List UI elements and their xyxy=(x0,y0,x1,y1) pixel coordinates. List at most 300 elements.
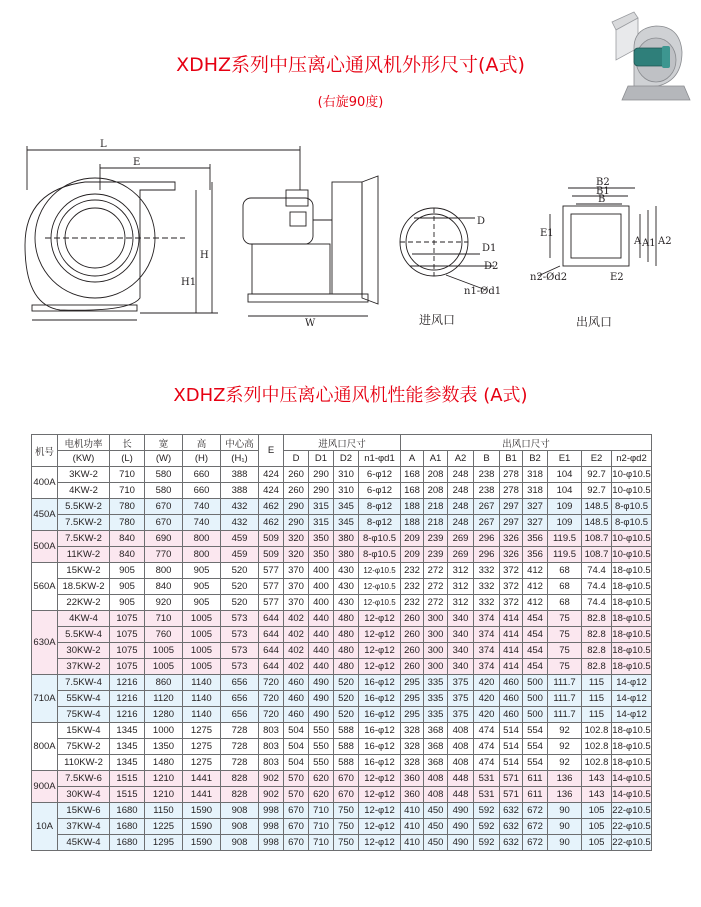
table-cell: 710 xyxy=(110,483,145,499)
table-cell: 1345 xyxy=(110,739,145,755)
table-cell: 905 xyxy=(183,579,221,595)
table-cell: 239 xyxy=(424,531,448,547)
table-cell: 474 xyxy=(474,723,500,739)
table-cell: 296 xyxy=(474,547,500,563)
header-n2: n2-φd2 xyxy=(612,451,652,467)
table-cell: 4KW-2 xyxy=(58,483,110,499)
table-cell: 611 xyxy=(523,771,548,787)
table-cell: 30KW-4 xyxy=(58,787,110,803)
table-cell: 1515 xyxy=(110,787,145,803)
table-cell: 448 xyxy=(448,787,474,803)
header-width-unit: (W) xyxy=(145,451,183,467)
table-cell: 136 xyxy=(548,771,582,787)
table-cell: 108.7 xyxy=(582,531,612,547)
table-cell: 208 xyxy=(424,467,448,483)
table-cell: 803 xyxy=(259,739,284,755)
table-cell: 15KW-2 xyxy=(58,563,110,579)
table-cell: 750 xyxy=(334,803,359,819)
table-cell: 269 xyxy=(448,547,474,563)
table-row xyxy=(32,515,652,531)
table-cell: 208 xyxy=(424,483,448,499)
table-cell: 520 xyxy=(221,579,259,595)
table-cell: 1120 xyxy=(145,691,183,707)
performance-table xyxy=(31,434,652,851)
table-row xyxy=(32,643,652,659)
table-cell: 1140 xyxy=(183,691,221,707)
dimension-drawings xyxy=(0,120,701,350)
table-cell: 380 xyxy=(334,547,359,563)
table-cell: 111.7 xyxy=(548,675,582,691)
table-cell: 412 xyxy=(523,579,548,595)
table-cell: 480 xyxy=(334,659,359,675)
table-cell: 168 xyxy=(401,483,424,499)
table-cell: 92.7 xyxy=(582,483,612,499)
table-cell: 260 xyxy=(284,483,309,499)
table-cell: 111.7 xyxy=(548,691,582,707)
table-cell: 459 xyxy=(221,547,259,563)
table-cell: 318 xyxy=(523,483,548,499)
table-cell: 620 xyxy=(309,787,334,803)
table-cell: 828 xyxy=(221,787,259,803)
table-cell: 22-φ10.5 xyxy=(612,819,652,835)
table-cell: 414 xyxy=(500,611,523,627)
table-cell: 18-φ10.5 xyxy=(612,579,652,595)
table-cell: 119.5 xyxy=(548,547,582,563)
table-cell: 728 xyxy=(221,723,259,739)
table-cell: 504 xyxy=(284,723,309,739)
header-width: 宽 xyxy=(145,435,183,451)
table-cell: 400 xyxy=(309,595,334,611)
table-cell: 290 xyxy=(284,515,309,531)
table-cell: 109 xyxy=(548,499,582,515)
table-cell: 1275 xyxy=(183,723,221,739)
table-cell: 656 xyxy=(221,691,259,707)
table-cell: 272 xyxy=(424,595,448,611)
table-cell: 670 xyxy=(284,819,309,835)
table-cell: 410 xyxy=(401,803,424,819)
table-row xyxy=(32,579,652,595)
page-subtitle: (右旋90度) xyxy=(317,95,384,110)
table-cell: 1590 xyxy=(183,819,221,835)
label-A: A xyxy=(634,236,642,247)
table-cell: 340 xyxy=(448,627,474,643)
table-cell: 800 xyxy=(183,531,221,547)
table-cell: 295 xyxy=(401,707,424,723)
table-cell: 531 xyxy=(474,787,500,803)
table-cell: 320 xyxy=(284,531,309,547)
table-cell: 1216 xyxy=(110,707,145,723)
table-cell: 420 xyxy=(474,691,500,707)
table-cell: 740 xyxy=(183,499,221,515)
table-row xyxy=(32,499,652,515)
table-cell: 577 xyxy=(259,563,284,579)
table-cell: 16-φ12 xyxy=(359,723,401,739)
table-cell: 577 xyxy=(259,595,284,611)
table-cell: 260 xyxy=(401,659,424,675)
table-cell: 8-φ10.5 xyxy=(359,547,401,563)
table-cell: 490 xyxy=(309,675,334,691)
table-cell: 82.8 xyxy=(582,611,612,627)
table-cell: 368 xyxy=(424,723,448,739)
table-cell: 90 xyxy=(548,835,582,851)
table-cell: 1345 xyxy=(110,723,145,739)
label-H: H xyxy=(200,250,209,261)
table-cell: 1441 xyxy=(183,787,221,803)
table-cell: 460 xyxy=(500,691,523,707)
table-cell: 1441 xyxy=(183,771,221,787)
table-cell: 16-φ12 xyxy=(359,739,401,755)
table-cell: 750 xyxy=(334,835,359,851)
table-cell: 408 xyxy=(424,771,448,787)
header-model: 机号 xyxy=(32,435,58,467)
table-cell: 408 xyxy=(424,787,448,803)
table-cell: 12-φ12 xyxy=(359,787,401,803)
table-cell: 278 xyxy=(500,467,523,483)
table-cell: 360 xyxy=(401,771,424,787)
table-cell: 420 xyxy=(474,707,500,723)
table-cell: 1005 xyxy=(145,643,183,659)
table-cell: 209 xyxy=(401,547,424,563)
table-cell: 908 xyxy=(221,835,259,851)
table-row xyxy=(32,771,652,787)
table-row xyxy=(32,707,652,723)
table-cell: 75KW-2 xyxy=(58,739,110,755)
table-cell: 550 xyxy=(309,739,334,755)
table-row xyxy=(32,803,652,819)
table-cell: 12-φ12 xyxy=(359,771,401,787)
table-cell: 232 xyxy=(401,579,424,595)
table-row xyxy=(32,563,652,579)
table-cell: 1005 xyxy=(183,659,221,675)
table-cell: 750 xyxy=(334,819,359,835)
table-cell: 571 xyxy=(500,771,523,787)
table-cell: 670 xyxy=(334,787,359,803)
table-cell: 460 xyxy=(284,691,309,707)
table-cell: 462 xyxy=(259,515,284,531)
table-cell: 1140 xyxy=(183,707,221,723)
table-cell: 15KW-6 xyxy=(58,803,110,819)
table-cell: 430 xyxy=(334,563,359,579)
table-cell: 462 xyxy=(259,499,284,515)
table-cell: 440 xyxy=(309,643,334,659)
table-cell: 356 xyxy=(523,531,548,547)
table-row xyxy=(32,675,652,691)
table-cell: 644 xyxy=(259,627,284,643)
table-cell: 30KW-2 xyxy=(58,643,110,659)
table-cell: 12-φ12 xyxy=(359,643,401,659)
table-cell: 520 xyxy=(221,563,259,579)
table-cell: 345 xyxy=(334,499,359,515)
table-cell: 480 xyxy=(334,611,359,627)
table-cell: 143 xyxy=(582,787,612,803)
table-cell: 148.5 xyxy=(582,499,612,515)
label-D: D xyxy=(477,216,486,227)
table-cell: 1210 xyxy=(145,771,183,787)
table-cell: 239 xyxy=(424,547,448,563)
table-cell: 12-φ10.5 xyxy=(359,579,401,595)
table-row xyxy=(32,547,652,563)
table-cell: 828 xyxy=(221,771,259,787)
table-cell: 8-φ10.5 xyxy=(612,499,652,515)
table-cell: 1216 xyxy=(110,691,145,707)
table-cell: 450 xyxy=(424,835,448,851)
model-cell: 450A xyxy=(32,499,58,531)
table-cell: 580 xyxy=(145,483,183,499)
table-cell: 10-φ10.5 xyxy=(612,531,652,547)
table-cell: 570 xyxy=(284,771,309,787)
table-cell: 402 xyxy=(284,611,309,627)
table-cell: 102.8 xyxy=(582,755,612,771)
table-cell: 350 xyxy=(309,547,334,563)
table-cell: 312 xyxy=(448,563,474,579)
table-row xyxy=(32,755,652,771)
table-cell: 920 xyxy=(145,595,183,611)
label-n2: n2-Ød2 xyxy=(530,272,568,283)
table-cell: 74.4 xyxy=(582,595,612,611)
table-cell: 295 xyxy=(401,691,424,707)
table-cell: 592 xyxy=(474,819,500,835)
table-cell: 1590 xyxy=(183,835,221,851)
table-cell: 490 xyxy=(448,819,474,835)
table-cell: 104 xyxy=(548,483,582,499)
table-cell: 474 xyxy=(474,739,500,755)
table-cell: 335 xyxy=(424,707,448,723)
table-cell: 74.4 xyxy=(582,579,612,595)
header-length-unit: (L) xyxy=(110,451,145,467)
table-cell: 14-φ10.5 xyxy=(612,787,652,803)
table-cell: 22KW-2 xyxy=(58,595,110,611)
table-cell: 238 xyxy=(474,467,500,483)
table-cell: 803 xyxy=(259,723,284,739)
table-cell: 672 xyxy=(523,819,548,835)
table-cell: 356 xyxy=(523,547,548,563)
table-cell: 272 xyxy=(424,563,448,579)
label-D2: D2 xyxy=(484,261,499,272)
table-cell: 531 xyxy=(474,771,500,787)
table-cell: 905 xyxy=(183,563,221,579)
table-cell: 402 xyxy=(284,627,309,643)
table-cell: 720 xyxy=(259,675,284,691)
table-cell: 554 xyxy=(523,755,548,771)
table-cell: 8-φ10.5 xyxy=(612,515,652,531)
table-cell: 4KW-4 xyxy=(58,611,110,627)
table-cell: 312 xyxy=(448,579,474,595)
table-cell: 318 xyxy=(523,467,548,483)
table-cell: 1140 xyxy=(183,675,221,691)
table-cell: 11KW-2 xyxy=(58,547,110,563)
table-cell: 188 xyxy=(401,499,424,515)
inlet-caption: 进风口 xyxy=(419,313,456,327)
table-cell: 432 xyxy=(221,515,259,531)
table-cell: 460 xyxy=(284,707,309,723)
table-cell: 571 xyxy=(500,787,523,803)
table-cell: 509 xyxy=(259,547,284,563)
table-cell: 82.8 xyxy=(582,643,612,659)
table-cell: 611 xyxy=(523,787,548,803)
table-cell: 115 xyxy=(582,691,612,707)
table-cell: 710 xyxy=(309,803,334,819)
table-cell: 168 xyxy=(401,467,424,483)
table-cell: 998 xyxy=(259,803,284,819)
table-cell: 300 xyxy=(424,643,448,659)
table-cell: 218 xyxy=(424,515,448,531)
table-cell: 372 xyxy=(500,563,523,579)
table-row xyxy=(32,531,652,547)
table-cell: 998 xyxy=(259,819,284,835)
table-cell: 104 xyxy=(548,467,582,483)
table-cell: 45KW-4 xyxy=(58,835,110,851)
table-cell: 520 xyxy=(334,707,359,723)
table-cell: 14-φ10.5 xyxy=(612,771,652,787)
table-cell: 450 xyxy=(424,819,448,835)
table-cell: 10-φ10.5 xyxy=(612,547,652,563)
table-cell: 374 xyxy=(474,611,500,627)
table-cell: 12-φ10.5 xyxy=(359,595,401,611)
table-cell: 490 xyxy=(309,707,334,723)
header-n1: n1-φd1 xyxy=(359,451,401,467)
table-cell: 327 xyxy=(523,499,548,515)
header-a2: A2 xyxy=(448,451,474,467)
table-cell: 105 xyxy=(582,835,612,851)
table-cell: 278 xyxy=(500,483,523,499)
header-power: 电机功率 xyxy=(58,435,110,451)
table-cell: 460 xyxy=(500,675,523,691)
table-cell: 388 xyxy=(221,467,259,483)
table-cell: 902 xyxy=(259,771,284,787)
table-cell: 92 xyxy=(548,723,582,739)
table-cell: 509 xyxy=(259,531,284,547)
model-cell: 630A xyxy=(32,611,58,675)
table-cell: 37KW-4 xyxy=(58,819,110,835)
table-cell: 248 xyxy=(448,483,474,499)
table-cell: 414 xyxy=(500,643,523,659)
table-cell: 1480 xyxy=(145,755,183,771)
table-cell: 296 xyxy=(474,531,500,547)
table-row xyxy=(32,691,652,707)
table-cell: 710 xyxy=(110,467,145,483)
table-cell: 1680 xyxy=(110,803,145,819)
table-cell: 297 xyxy=(500,515,523,531)
table-cell: 300 xyxy=(424,627,448,643)
table-cell: 300 xyxy=(424,659,448,675)
table-cell: 424 xyxy=(259,467,284,483)
table-cell: 459 xyxy=(221,531,259,547)
table-cell: 656 xyxy=(221,707,259,723)
table-cell: 588 xyxy=(334,755,359,771)
header-b: B xyxy=(474,451,500,467)
table-cell: 454 xyxy=(523,627,548,643)
table-cell: 16-φ12 xyxy=(359,707,401,723)
table-cell: 90 xyxy=(548,819,582,835)
table-cell: 75 xyxy=(548,627,582,643)
table-cell: 105 xyxy=(582,803,612,819)
table-body xyxy=(32,467,652,851)
table-cell: 92.7 xyxy=(582,467,612,483)
table-cell: 448 xyxy=(448,771,474,787)
table-cell: 232 xyxy=(401,595,424,611)
table-cell: 37KW-2 xyxy=(58,659,110,675)
table-cell: 520 xyxy=(334,675,359,691)
table-cell: 188 xyxy=(401,515,424,531)
table-cell: 6-φ12 xyxy=(359,467,401,483)
table-row xyxy=(32,787,652,803)
table-cell: 410 xyxy=(401,835,424,851)
table-cell: 248 xyxy=(448,499,474,515)
table-cell: 18-φ10.5 xyxy=(612,627,652,643)
table-row xyxy=(32,819,652,835)
table-cell: 12-φ12 xyxy=(359,819,401,835)
table-cell: 454 xyxy=(523,659,548,675)
table-cell: 109 xyxy=(548,515,582,531)
table-cell: 297 xyxy=(500,499,523,515)
table-cell: 16-φ12 xyxy=(359,755,401,771)
table-cell: 14-φ12 xyxy=(612,675,652,691)
table-cell: 728 xyxy=(221,755,259,771)
table-cell: 1345 xyxy=(110,755,145,771)
table-cell: 5.5KW-4 xyxy=(58,627,110,643)
table-cell: 905 xyxy=(183,595,221,611)
label-B1: B1 xyxy=(596,186,610,197)
table-cell: 554 xyxy=(523,739,548,755)
table-cell: 660 xyxy=(183,483,221,499)
model-cell: 10A xyxy=(32,803,58,851)
table-cell: 18-φ10.5 xyxy=(612,755,652,771)
table-cell: 92 xyxy=(548,755,582,771)
header-power-unit: (KW) xyxy=(58,451,110,467)
table-cell: 454 xyxy=(523,643,548,659)
table-cell: 550 xyxy=(309,755,334,771)
table-cell: 490 xyxy=(448,803,474,819)
table-cell: 18.5KW-2 xyxy=(58,579,110,595)
table-cell: 92 xyxy=(548,739,582,755)
table-cell: 672 xyxy=(523,803,548,819)
table-cell: 998 xyxy=(259,835,284,851)
table-cell: 800 xyxy=(183,547,221,563)
table-row xyxy=(32,739,652,755)
table-cell: 375 xyxy=(448,675,474,691)
table-cell: 326 xyxy=(500,531,523,547)
label-D1: D1 xyxy=(482,243,497,254)
model-cell: 710A xyxy=(32,675,58,723)
table-cell: 75 xyxy=(548,659,582,675)
label-E1: E1 xyxy=(540,228,554,239)
table-cell: 592 xyxy=(474,835,500,851)
table-cell: 620 xyxy=(309,771,334,787)
table-cell: 327 xyxy=(523,515,548,531)
table-row xyxy=(32,611,652,627)
table-cell: 75KW-4 xyxy=(58,707,110,723)
table-cell: 248 xyxy=(448,467,474,483)
table-cell: 209 xyxy=(401,531,424,547)
table-cell: 6-φ12 xyxy=(359,483,401,499)
table-cell: 1150 xyxy=(145,803,183,819)
table-cell: 12-φ12 xyxy=(359,611,401,627)
table-cell: 7.5KW-2 xyxy=(58,515,110,531)
table-cell: 504 xyxy=(284,739,309,755)
table-cell: 74.4 xyxy=(582,563,612,579)
table-cell: 1000 xyxy=(145,723,183,739)
table-cell: 380 xyxy=(334,531,359,547)
table-cell: 143 xyxy=(582,771,612,787)
table-cell: 12-φ12 xyxy=(359,659,401,675)
table-cell: 345 xyxy=(334,515,359,531)
table-cell: 68 xyxy=(548,579,582,595)
table-cell: 328 xyxy=(401,739,424,755)
label-E: E xyxy=(133,157,141,168)
table-cell: 414 xyxy=(500,659,523,675)
table-cell: 335 xyxy=(424,675,448,691)
table-cell: 770 xyxy=(145,547,183,563)
